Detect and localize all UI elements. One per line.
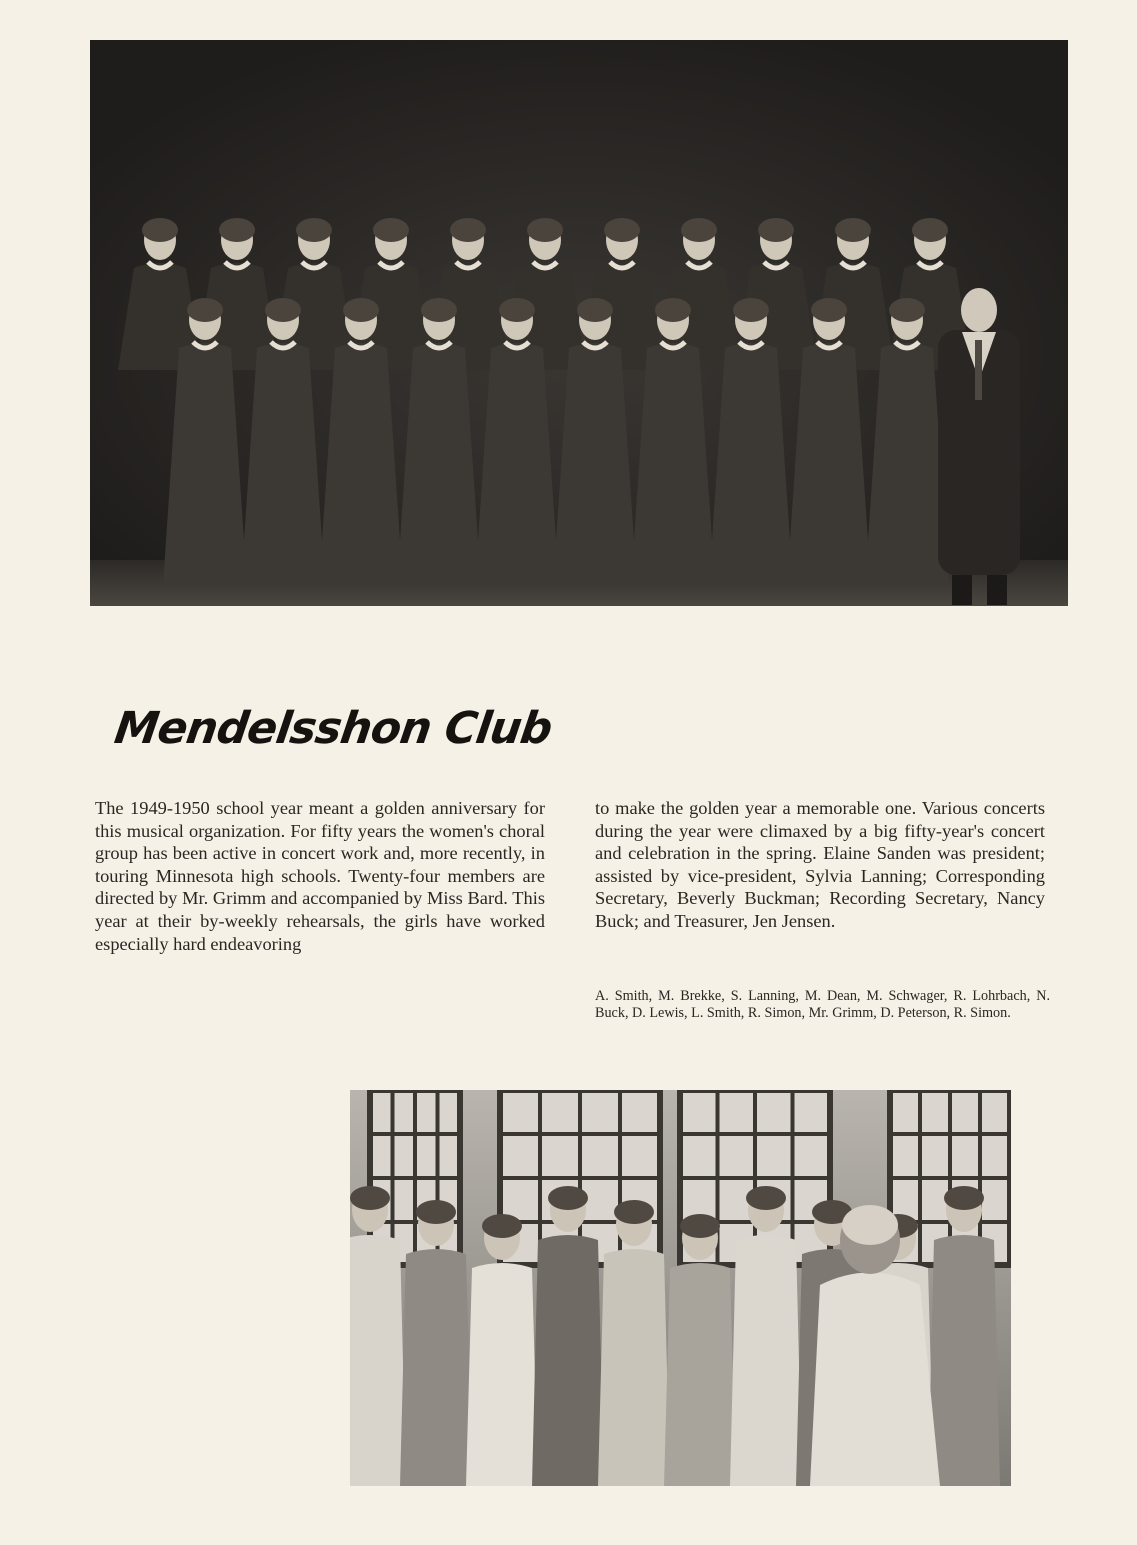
- body-text-left-column: The 1949-1950 school year meant a golden anniversary for this musical organization. For fifty years the women's choral group has been active in concert work and, more recently, in touring Minnesota high schools. Twenty-four members are directed by Mr. Grimm and accompanied by Miss Bard. This year at their by-weekly rehearsals, the girls have worked especially hard endeavoring: [95, 798, 545, 954]
- rehearsal-photo: [350, 1090, 1011, 1486]
- photo-caption: A. Smith, M. Brekke, S. Lanning, M. Dean, M. Schwager, R. Lohrbach, N. Buck, D. Lewis, L. Smith, R. Simon, Mr. Grimm, D. Peterson, R. Simon.: [595, 988, 1050, 1021]
- body-text-right-column: to make the golden year a memorable one. Various concerts during the year were climaxed by a big fifty-year's concert and celebration in the spring. Elaine Sanden was president; assisted by vice-president, Sylvia Lanning; Corresponding Secretary, Beverly Buckman; Recording Secretary, Nancy Buck; and Treasurer, Jen Jensen.: [595, 798, 1045, 931]
- page-title: Mendelsshon Club: [111, 703, 555, 754]
- choir-group-photo: [90, 40, 1068, 606]
